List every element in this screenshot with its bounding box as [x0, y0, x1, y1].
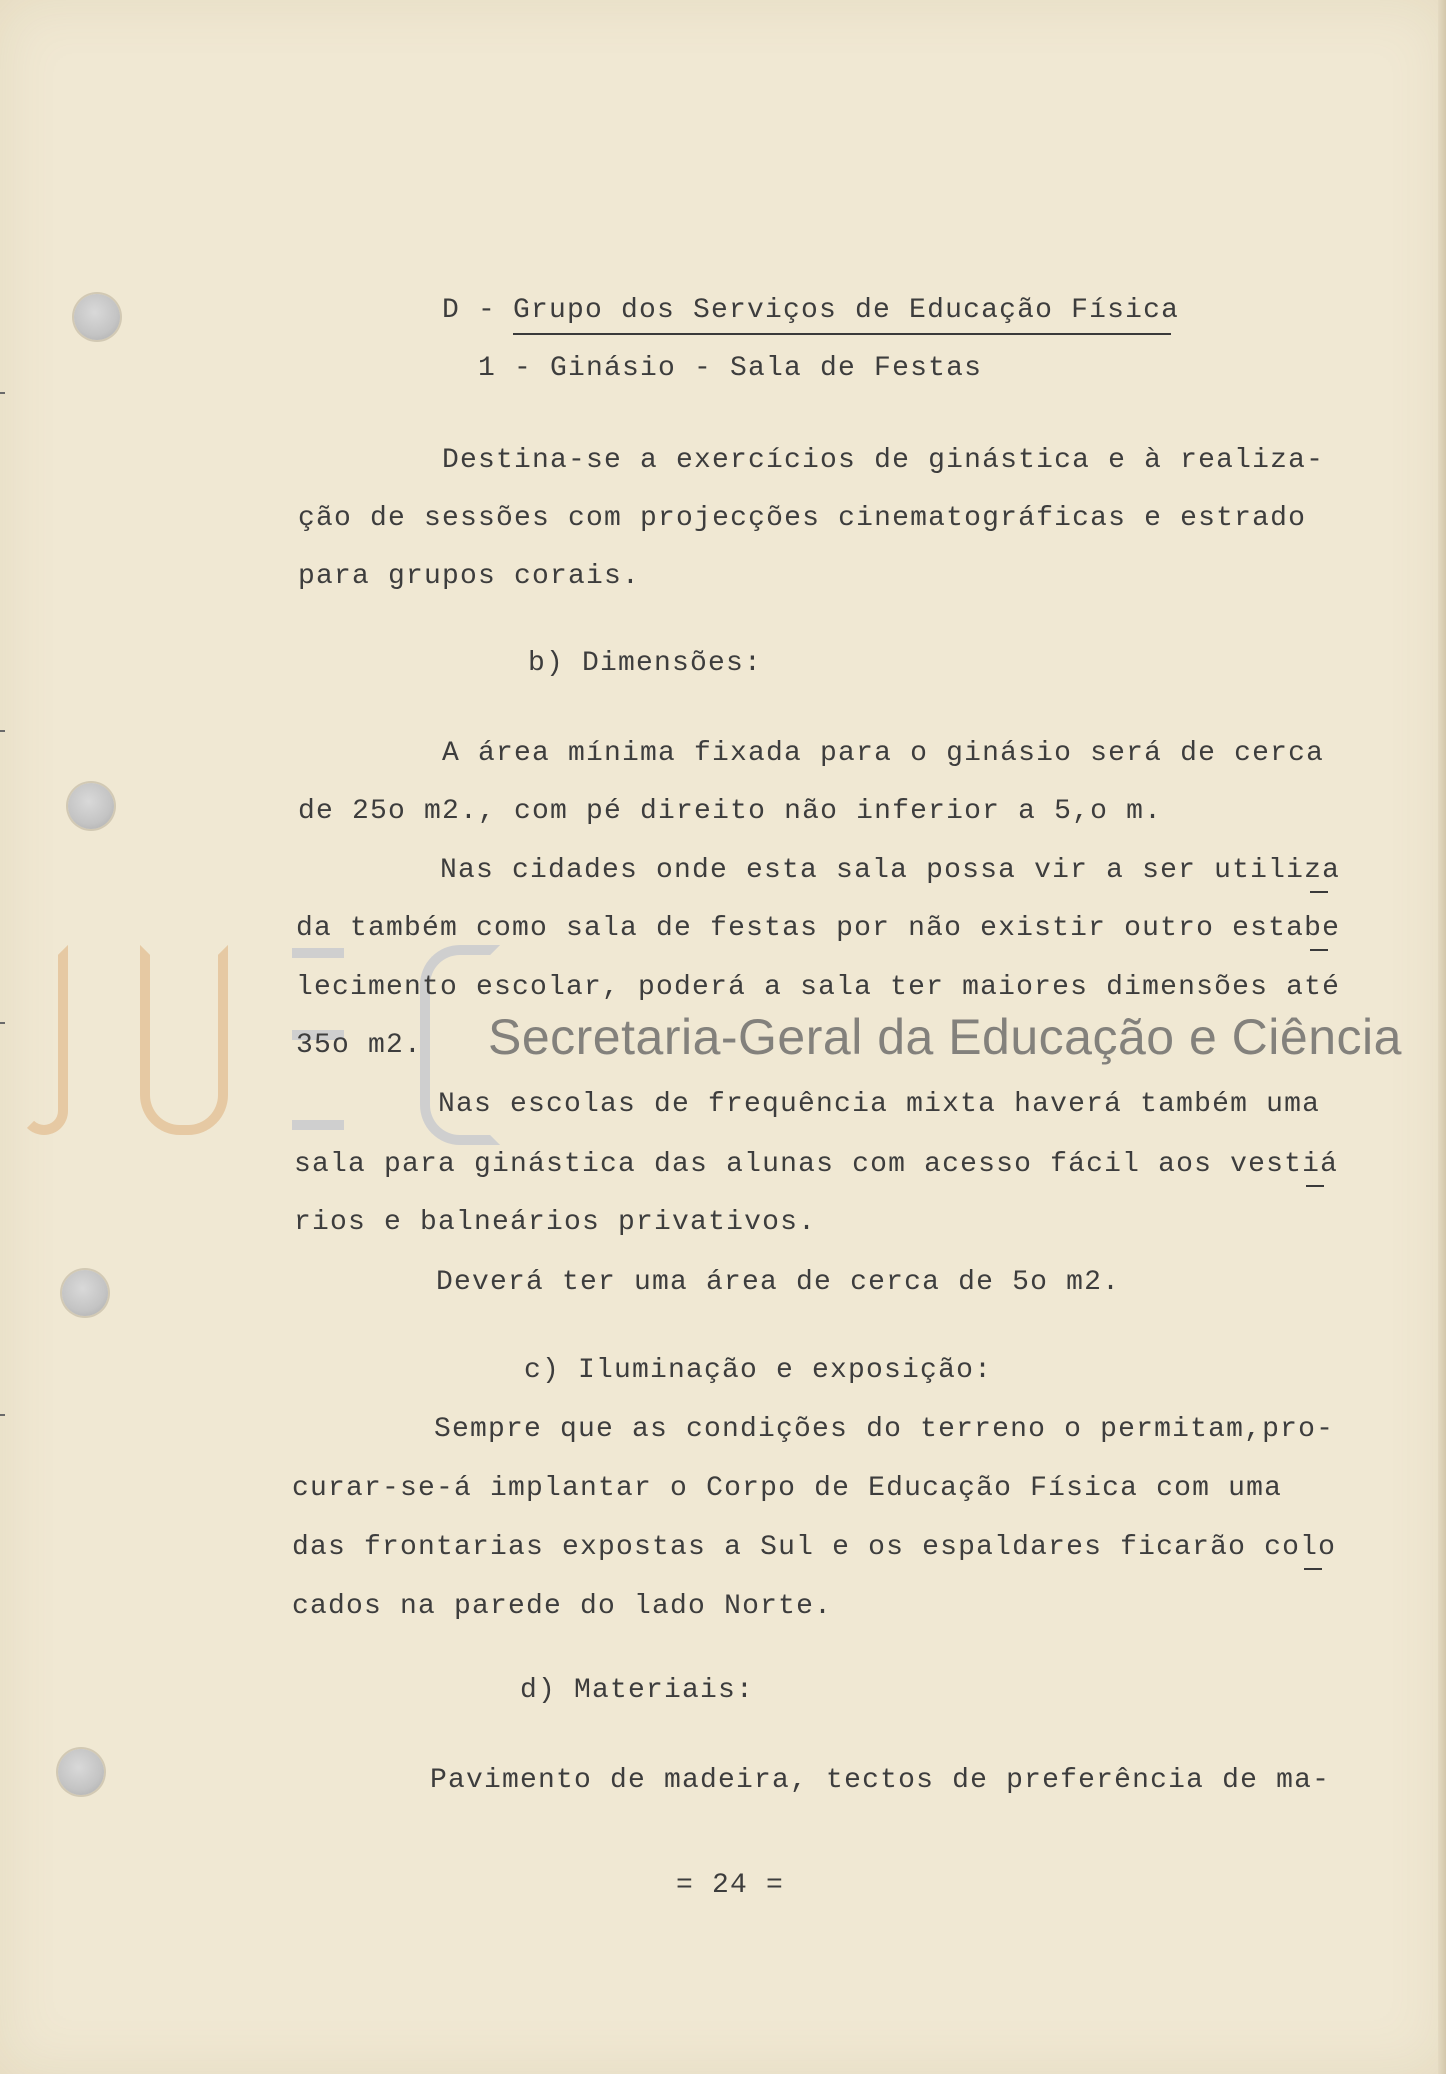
title-underline — [513, 333, 1171, 335]
body-line: para grupos corais. — [298, 561, 641, 592]
hyphen-underline — [1304, 1568, 1322, 1570]
subsection-heading: d) Materiais: — [520, 1675, 755, 1706]
logo-mark-middle — [140, 945, 228, 1135]
body-line: da também como sala de festas por não existir outro estabe — [296, 913, 1341, 944]
subsection-heading: b) Dimensões: — [528, 648, 763, 679]
page-edge — [1438, 0, 1446, 2074]
hyphen-underline — [1310, 891, 1328, 893]
watermark-text: Secretaria-Geral da Educação e Ciência — [488, 1009, 1402, 1065]
body-line: A área mínima fixada para o ginásio será de cerca — [442, 738, 1325, 769]
body-line: Nas cidades onde esta sala possa vir a ser utiliza — [440, 855, 1341, 886]
punch-hole — [58, 1749, 104, 1795]
body-line: 35o m2. — [296, 1030, 423, 1061]
logo-mark-bar — [292, 1120, 344, 1130]
subsection-title: 1 - Ginásio - Sala de Festas — [478, 353, 983, 384]
body-line: Pavimento de madeira, tectos de preferência de ma- — [430, 1765, 1331, 1796]
body-line: das frontarias expostas a Sul e os espaldares ficarão colo — [292, 1532, 1337, 1563]
hyphen-underline — [1306, 1185, 1324, 1187]
margin-mark — [0, 392, 5, 394]
margin-mark — [0, 730, 5, 732]
punch-hole — [74, 294, 120, 340]
section-letter: D - — [442, 295, 497, 326]
body-line: ção de sessões com projecções cinematográficas e estrado — [298, 503, 1307, 534]
body-line: curar-se-á implantar o Corpo de Educação Física com uma — [292, 1473, 1283, 1504]
body-line: Nas escolas de frequência mixta haverá também uma — [438, 1089, 1321, 1120]
body-line: Deverá ter uma área de cerca de 5o m2. — [436, 1267, 1121, 1298]
logo-mark-left — [20, 945, 68, 1135]
punch-hole — [68, 783, 114, 829]
body-line: rios e balneários privativos. — [294, 1207, 817, 1238]
body-line: lecimento escolar, poderá a sala ter maiores dimensões até — [296, 972, 1341, 1003]
section-title: Grupo dos Serviços de Educação Física — [513, 295, 1180, 326]
body-line: Sempre que as condições do terreno o permitam,pro- — [434, 1414, 1335, 1445]
subsection-heading: c) Iluminação e exposição: — [524, 1355, 993, 1386]
body-line: cados na parede do lado Norte. — [292, 1591, 833, 1622]
margin-mark — [0, 1022, 5, 1024]
hyphen-underline — [1310, 949, 1328, 951]
page-number: = 24 = — [676, 1870, 785, 1901]
punch-hole — [62, 1270, 108, 1316]
margin-mark — [0, 1414, 5, 1416]
body-line: sala para ginástica das alunas com acesso fácil aos vestiá — [294, 1149, 1339, 1180]
body-line: Destina-se a exercícios de ginástica e à realiza- — [442, 445, 1325, 476]
logo-mark-bar — [292, 948, 344, 958]
body-line: de 25o m2., com pé direito não inferior a 5,o m. — [298, 796, 1163, 827]
